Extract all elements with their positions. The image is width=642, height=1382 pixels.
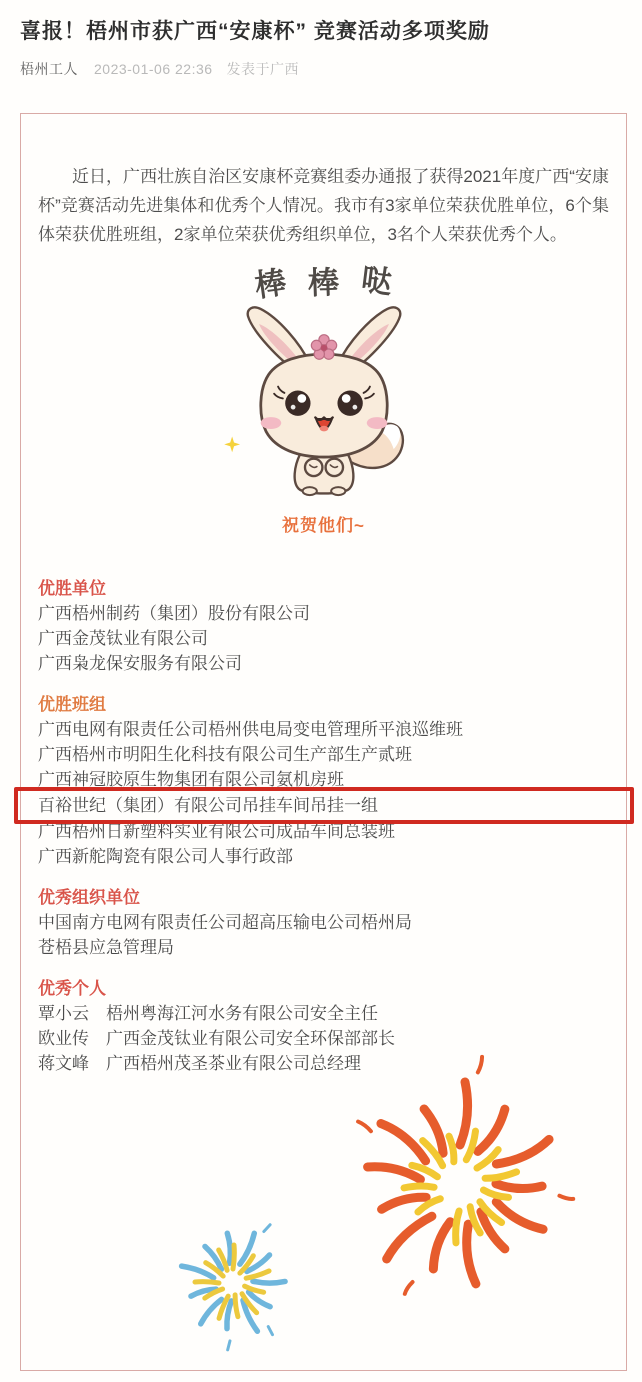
article-title: 喜报！梧州市获广西“安康杯” 竞赛活动多项奖励 [20,20,490,43]
section-heading: 优秀个人 [38,979,106,998]
award-item: 广西梧州市明阳生化科技有限公司生产部生产贰班 [38,745,412,764]
award-item: 广西金茂钛业有限公司 [38,629,208,648]
award-item: 蒋文峰 广西梧州茂圣茶业有限公司总经理 [38,1054,361,1073]
lead-paragraph: 近日，广西壮族自治区安康杯竞赛组委办通报了获得2021年度广西“安康杯”竞赛活动先进集体和优秀个人情况。我市有3家单位荣获优胜单位，6个集体荣获优胜班组，2家单位荣获优秀组织单位，3名个人荣获优秀个人。 [38,167,609,244]
mascot-caption-char: 棒 [307,264,362,301]
award-item: 欧业传 广西金茂钛业有限公司安全环保部部长 [38,1029,395,1048]
article-byline [0,47,642,79]
award-sections [38,576,609,1076]
mascot-caption-char: 棒 [252,261,311,304]
content-card [20,113,627,1371]
section-heading: 优胜班组 [38,695,106,714]
award-section [38,885,609,960]
account-name[interactable]: 梧州工人 [20,61,78,77]
award-item: 广西神冠胶原生物集团有限公司氨机房班 [38,770,344,789]
section-heading: 优胜单位 [38,579,106,598]
award-item: 中国南方电网有限责任公司超高压输电公司梧州局 [38,913,412,932]
award-item: 广西新舵陶瓷有限公司人事行政部 [38,847,293,866]
section-heading: 优秀组织单位 [38,888,140,907]
flower-icon [311,335,336,360]
award-item: 广西梧州日新塑料实业有限公司成品车间总装班 [38,822,395,841]
sparkle-icon [224,436,240,452]
award-item: 广西电网有限责任公司梧州供电局变电管理所平浪巡维班 [38,720,463,739]
mascot-caption-top [43,263,626,303]
mascot-block [21,263,626,536]
award-item: 广西枭龙保安服务有限公司 [38,654,242,673]
award-item: 覃小云 梧州粤海江河水务有限公司安全主任 [38,1004,378,1023]
mascot-caption-char: 哒 [359,261,416,304]
mascot-caption-bottom: 祝贺他们~ [282,516,365,535]
fireworks-illustration [21,1054,624,1364]
award-section [38,576,609,676]
award-item: 广西梧州制药（集团）股份有限公司 [38,604,310,623]
mascot-bunny-illustration [221,305,427,503]
award-section [38,692,609,869]
award-section [38,976,609,1076]
publish-time: 2023-01-06 22:36 [94,61,213,77]
award-item-highlighted: 百裕世纪（集团）有限公司吊挂车间吊挂一组 [14,787,634,824]
publish-location: 发表于广西 [226,61,300,77]
award-item: 苍梧县应急管理局 [38,938,174,957]
